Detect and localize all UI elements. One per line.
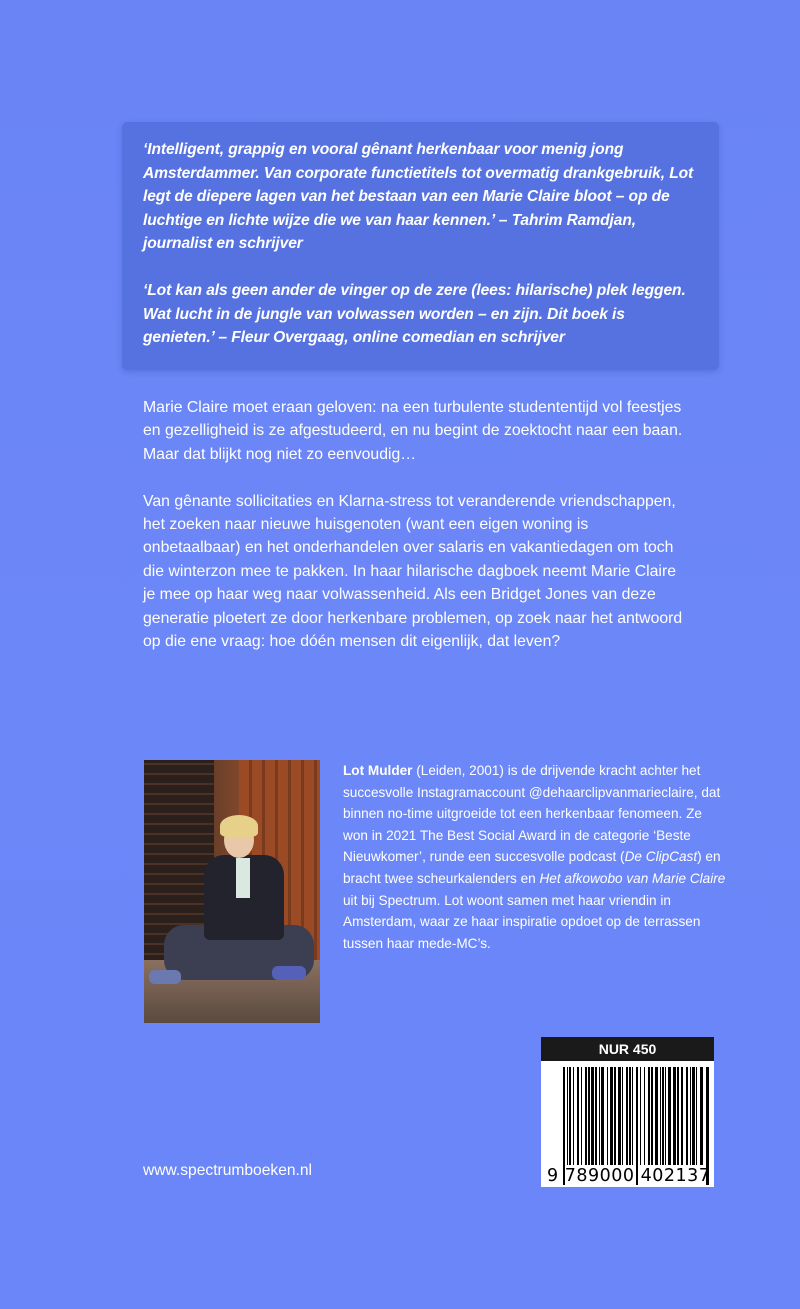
barcode-bar xyxy=(665,1067,666,1165)
barcode-bar xyxy=(585,1067,587,1165)
barcode-bar xyxy=(581,1067,582,1165)
isbn-digits: 9 789000 402137 xyxy=(547,1166,711,1186)
barcode-bar xyxy=(662,1067,664,1165)
barcode-bar xyxy=(573,1067,574,1165)
barcode-bar xyxy=(614,1067,616,1165)
author-photo xyxy=(144,760,320,1023)
barcode-bar xyxy=(692,1067,695,1165)
barcode-bar xyxy=(567,1067,568,1165)
barcode-bar xyxy=(668,1067,671,1165)
barcode-bar xyxy=(640,1067,641,1165)
author-bio xyxy=(343,760,728,954)
review-quote: ‘Lot kan als geen ander de vinger op de zere (lees: hilarische) plek leggen. Wat lucht in de jungle van volwassen worden – en zijn. Dit boek is genieten.’ – Fleur Overgaag, online comedian en schrijver xyxy=(143,282,686,346)
barcode-bar xyxy=(686,1067,688,1165)
bio-text: (Leiden, 2001) is de drijvende kracht achter het succesvolle Instagramaccount @dehaarclipvanmarieclaire, dat binnen no-time uitgroeide tot een herkenbaar fenomeen. Ze won in 2021 The Best Social Award in de categorie ‘Beste Nieuwkomer’, runde een succesvolle podcast ( xyxy=(343,763,721,865)
barcode-bar xyxy=(569,1067,571,1165)
book-title: Het afkowobo van Marie Claire xyxy=(539,870,726,886)
barcode-bar xyxy=(651,1067,653,1165)
barcode-bar xyxy=(700,1067,703,1165)
barcode-bar xyxy=(588,1067,590,1165)
barcode-bar xyxy=(696,1067,697,1165)
barcode-bar xyxy=(644,1067,645,1165)
review-quotes-box xyxy=(122,122,719,370)
barcode-bar xyxy=(655,1067,658,1165)
barcode-bar xyxy=(660,1067,661,1165)
review-quote: ‘Intelligent, grappig en vooral gênant herkenbaar voor menig jong Amsterdammer. Van corporate functietitels tot overmatig drankgebruik, Lot legt de diepere lagen van het bestaan van een Marie Claire bloot – op de luchtige en lichte wijze die we van haar kennen.’ – Tahrim Ramdjan, journalist en schrijver xyxy=(143,141,694,252)
barcode-bar xyxy=(626,1067,628,1165)
barcode-bar xyxy=(629,1067,631,1165)
barcode-bar xyxy=(618,1067,621,1165)
blurb xyxy=(143,396,688,677)
barcode-bar xyxy=(648,1067,650,1165)
barcode-bar xyxy=(607,1067,608,1165)
barcode-bar xyxy=(677,1067,679,1165)
barcode-bar xyxy=(599,1067,600,1165)
barcode-bar xyxy=(591,1067,594,1165)
barcode-bar xyxy=(601,1067,604,1165)
nur-code: NUR 450 xyxy=(541,1037,714,1061)
podcast-title: De ClipCast xyxy=(624,849,698,865)
barcode-bar xyxy=(577,1067,579,1165)
publisher-website[interactable]: www.spectrumboeken.nl xyxy=(143,1162,313,1179)
barcode-bar xyxy=(673,1067,676,1165)
blurb-paragraph: Van gênante sollicitaties en Klarna-stress tot veranderende vriendschappen, het zoeken naar nieuwe huisgenoten (want een eigen woning is onbetaalbaar) en het onderhandelen over salaris en vakantiedagen om toch die winterzon mee te pakken. In haar hilarische dagboek neemt Marie Claire je mee op haar weg naar volwassenheid. Als een Bridget Jones van deze generatie ploetert ze door herkenbare problemen, op zoek naar het antwoord op die ene vraag: hoe dóén mensen dit eigenlijk, dat leven? xyxy=(143,492,683,651)
bio-text: uit bij Spectrum. Lot woont samen met haar vriendin in Amsterdam, waar ze haar inspiratie opdoet op de terrassen tussen haar mede-MC’s. xyxy=(343,892,701,951)
blurb-paragraph: Marie Claire moet eraan geloven: na een turbulente studententijd vol feestjes en gezelligheid is ze afgestudeerd, en nu begint de zoektocht naar een baan. Maar dat blijkt nog niet zo eenvoudig… xyxy=(143,399,683,463)
barcode-bar xyxy=(622,1067,623,1165)
barcode-bar xyxy=(681,1067,683,1165)
isbn-barcode xyxy=(541,1037,714,1187)
barcode-bar xyxy=(632,1067,633,1165)
bio-text: ) en bracht twee scheurkalenders en xyxy=(343,849,721,886)
author-name: Lot Mulder xyxy=(343,763,413,778)
barcode-bar xyxy=(610,1067,613,1165)
barcode-bar xyxy=(595,1067,597,1165)
barcode-bar xyxy=(690,1067,691,1165)
